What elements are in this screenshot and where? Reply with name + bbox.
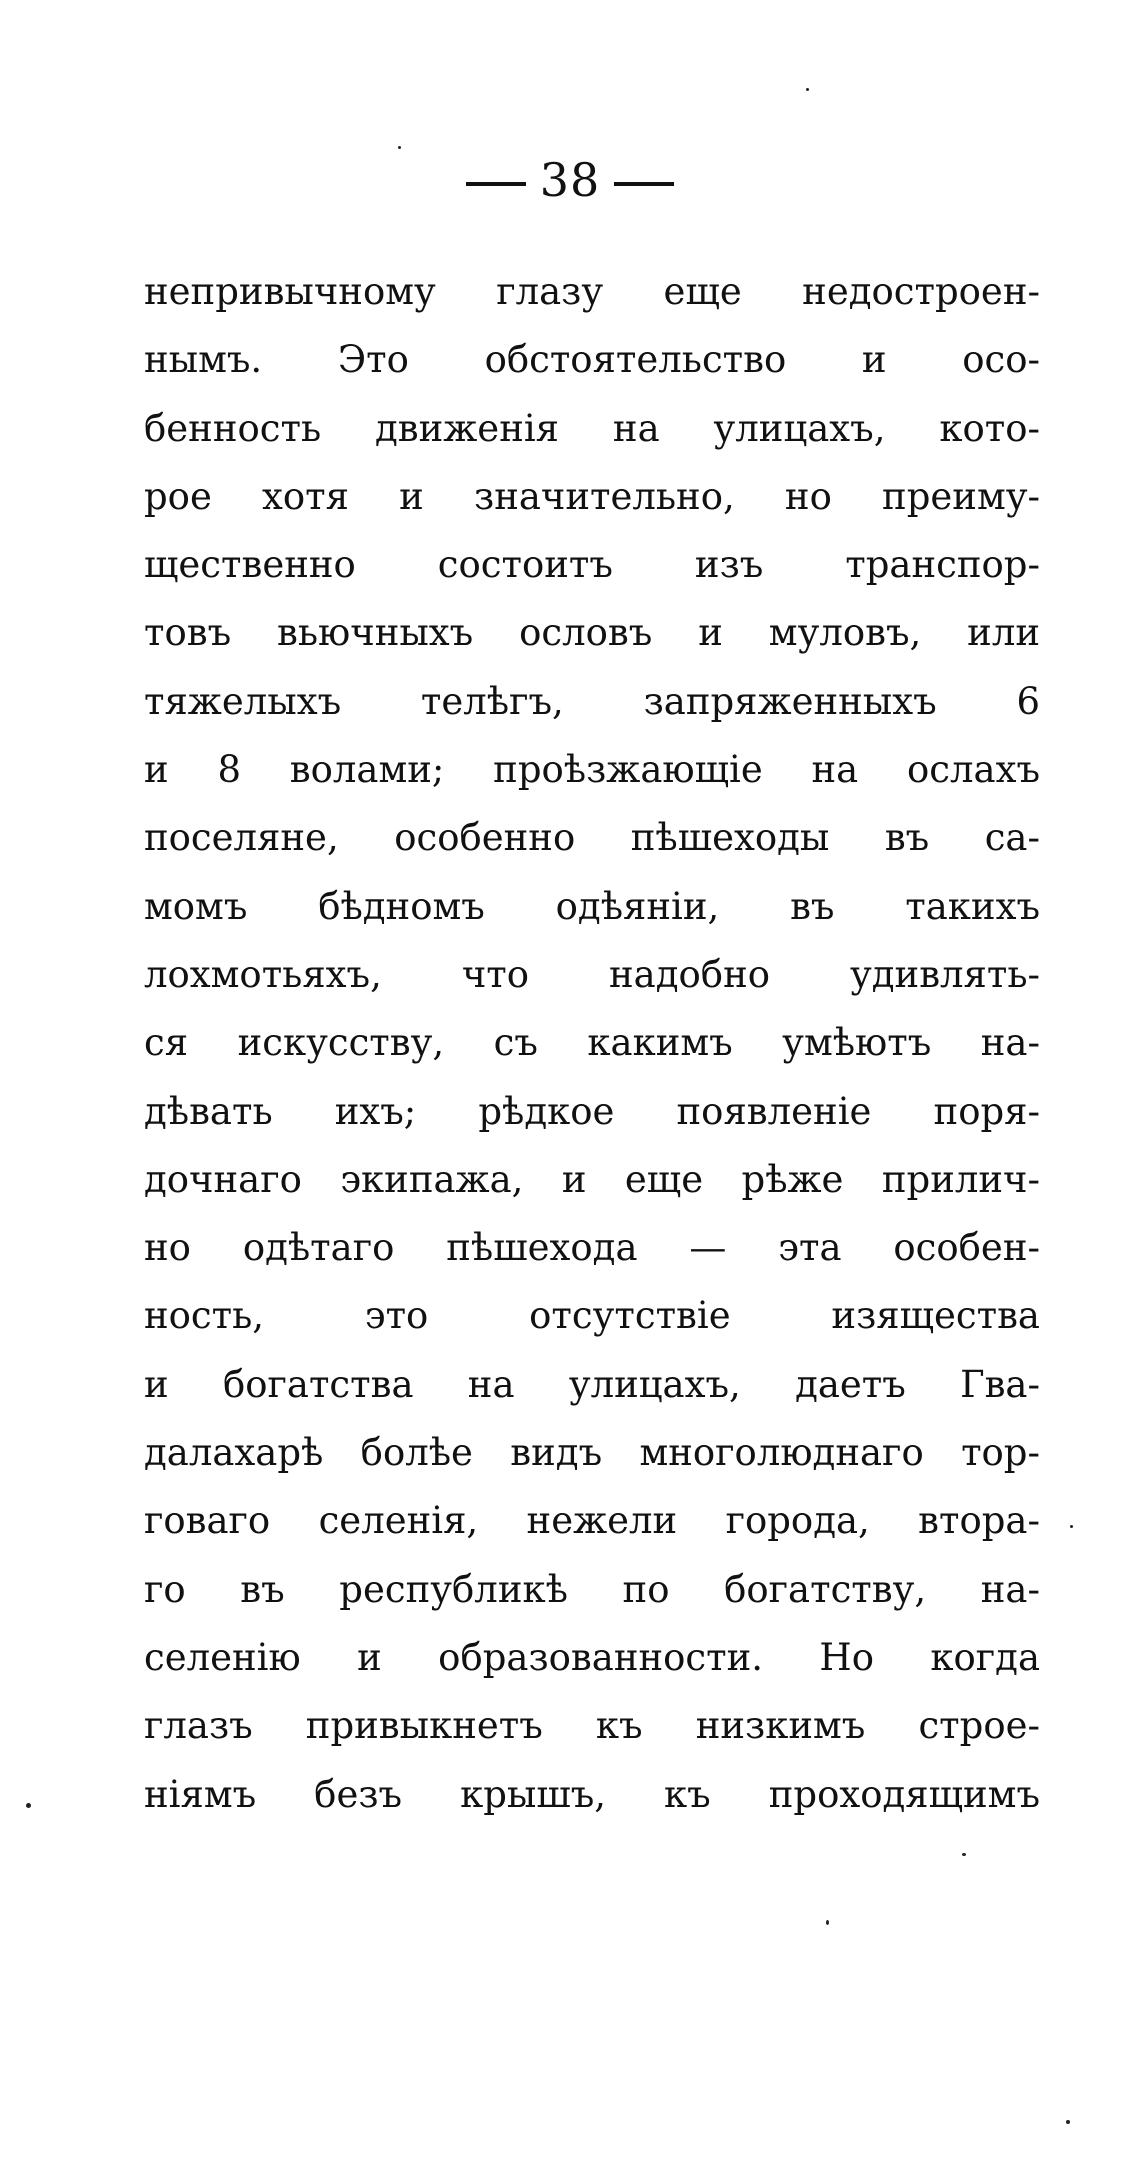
text-line: лохмотьяхъ, что надобно удивлять- — [144, 952, 1040, 996]
scan-speck — [26, 1803, 31, 1808]
text-line: далахарѣ болѣе видъ многолюднаго тор- — [144, 1431, 1040, 1475]
left-dash — [466, 182, 526, 186]
text-line: нымъ. Это обстоятельство и осо- — [144, 338, 1040, 382]
text-line: дочнаго экипажа, и еще рѣже прилич- — [144, 1157, 1040, 1201]
text-line: селенію и образованности. Но когда — [144, 1635, 1040, 1679]
text-line: говаго селенія, нежели города, втора- — [144, 1499, 1040, 1543]
text-line: и богатства на улицахъ, даетъ Гва- — [144, 1362, 1040, 1406]
page-number-header — [0, 150, 1140, 210]
text-line: товъ вьючныхъ ословъ и муловъ, или — [144, 611, 1040, 655]
scan-speck — [398, 146, 401, 149]
scan-speck — [826, 1920, 829, 1925]
text-line: ніямъ безъ крышъ, къ проходящимъ — [144, 1772, 1040, 1816]
text-line: тяжелыхъ телѣгъ, запряженныхъ 6 — [144, 679, 1040, 723]
text-line: но одѣтаго пѣшехода — эта особен- — [144, 1226, 1040, 1270]
page-number: 38 — [539, 153, 601, 207]
scan-speck — [1070, 1525, 1073, 1528]
text-line: го въ республикѣ по богатству, на- — [144, 1567, 1040, 1611]
text-line: рое хотя и значительно, но преиму- — [144, 474, 1040, 518]
scan-speck — [806, 88, 809, 91]
text-line: поселяне, особенно пѣшеходы въ са- — [144, 816, 1040, 860]
scan-speck — [962, 1853, 966, 1856]
scan-speck — [1066, 2120, 1070, 2124]
text-line: непривычному глазу еще недостроен- — [144, 270, 1040, 313]
text-line: щественно состоитъ изъ транспор- — [144, 543, 1040, 587]
text-line: ся искусству, съ какимъ умѣютъ на- — [144, 1021, 1040, 1065]
text-line: бенность движенія на улицахъ, кото- — [144, 406, 1040, 450]
text-line: и 8 волами; проѣзжающіе на ослахъ — [144, 748, 1040, 792]
right-dash — [614, 182, 674, 186]
body-text — [144, 258, 1040, 1829]
text-line: глазъ привыкнетъ къ низкимъ строе- — [144, 1704, 1040, 1748]
text-line: дѣвать ихъ; рѣдкое появленіе поря- — [144, 1089, 1040, 1133]
text-line: момъ бѣдномъ одѣяніи, въ такихъ — [144, 884, 1040, 928]
text-line: ность, это отсутствіе изящества — [144, 1294, 1040, 1338]
